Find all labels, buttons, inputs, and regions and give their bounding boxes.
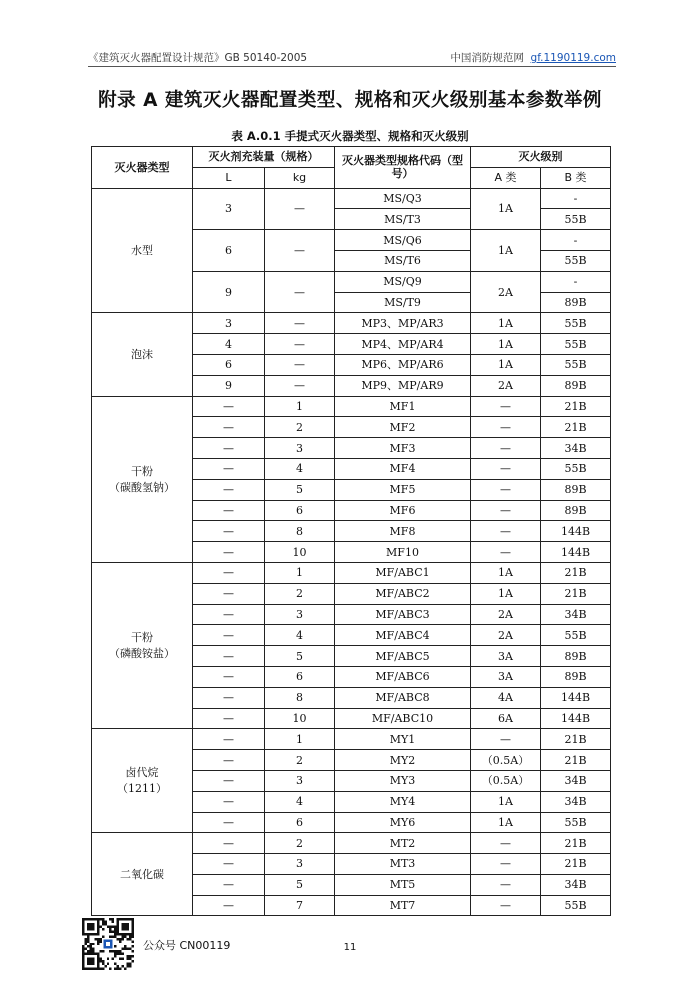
charge-l-cell: 6 xyxy=(193,354,265,375)
code-cell: MS/Q3 xyxy=(335,188,471,209)
charge-kg-cell: 6 xyxy=(265,500,335,521)
charge-l-cell: — xyxy=(193,708,265,729)
code-cell: MS/Q9 xyxy=(335,271,471,292)
type-name: 泡沫 xyxy=(131,347,153,361)
rating-a-cell: 3A xyxy=(471,666,541,687)
charge-l-cell: — xyxy=(193,750,265,771)
charge-kg-cell: 5 xyxy=(265,479,335,500)
charge-kg-cell: 3 xyxy=(265,854,335,875)
rating-a-cell: 1A xyxy=(471,562,541,583)
charge-kg-cell: 3 xyxy=(265,770,335,791)
charge-l-cell: — xyxy=(193,874,265,895)
rating-a-cell: 1A xyxy=(471,791,541,812)
rating-b-cell: - xyxy=(541,230,611,251)
charge-l-cell: — xyxy=(193,479,265,500)
charge-l-cell: 4 xyxy=(193,334,265,355)
charge-l-cell: — xyxy=(193,729,265,750)
charge-kg-cell: 10 xyxy=(265,542,335,563)
rating-b-cell: 21B xyxy=(541,833,611,854)
code-cell: MF6 xyxy=(335,500,471,521)
rating-a-cell: — xyxy=(471,542,541,563)
rating-b-cell: - xyxy=(541,271,611,292)
charge-l-cell: — xyxy=(193,500,265,521)
code-cell: MT7 xyxy=(335,895,471,916)
page-title: 附录 A 建筑灭火器配置类型、规格和灭火级别基本参数举例 xyxy=(98,90,602,111)
charge-l-cell: — xyxy=(193,583,265,604)
rating-b-cell: 34B xyxy=(541,438,611,459)
charge-l-cell: 9 xyxy=(193,375,265,396)
code-cell: MT2 xyxy=(335,833,471,854)
rating-a-cell: （0.5A） xyxy=(471,770,541,791)
rating-a-cell: — xyxy=(471,729,541,750)
charge-l-cell: — xyxy=(193,646,265,667)
charge-kg-cell: 4 xyxy=(265,791,335,812)
code-cell: MY4 xyxy=(335,791,471,812)
code-cell: MF/ABC4 xyxy=(335,625,471,646)
extinguisher-table xyxy=(91,146,611,916)
code-cell: MF/ABC5 xyxy=(335,646,471,667)
rating-b-cell: 144B xyxy=(541,687,611,708)
rating-b-cell: 89B xyxy=(541,292,611,313)
header-site xyxy=(450,50,616,65)
charge-kg-cell: — xyxy=(265,271,335,313)
header-site-name: 中国消防规范网 xyxy=(450,52,524,64)
rating-b-cell: 21B xyxy=(541,854,611,875)
page-number: 11 xyxy=(343,942,357,953)
code-cell: MF2 xyxy=(335,417,471,438)
charge-kg-cell: 2 xyxy=(265,417,335,438)
type-cell xyxy=(92,313,193,396)
rating-b-cell: 89B xyxy=(541,500,611,521)
charge-l-cell: — xyxy=(193,562,265,583)
rating-b-cell: 21B xyxy=(541,417,611,438)
header-code: 灭火器类型规格代码（型号） xyxy=(335,147,471,189)
rating-b-cell: 34B xyxy=(541,770,611,791)
rating-a-cell: — xyxy=(471,438,541,459)
code-cell: MF/ABC10 xyxy=(335,708,471,729)
rating-b-cell: 34B xyxy=(541,604,611,625)
rating-b-cell: 55B xyxy=(541,895,611,916)
table-row xyxy=(92,313,611,334)
code-cell: MF8 xyxy=(335,521,471,542)
rating-b-cell: 34B xyxy=(541,874,611,895)
rating-b-cell: 21B xyxy=(541,583,611,604)
rating-a-cell: 1A xyxy=(471,188,541,230)
rating-b-cell: 55B xyxy=(541,250,611,271)
header-type: 灭火器类型 xyxy=(92,147,193,189)
code-cell: MF5 xyxy=(335,479,471,500)
code-cell: MS/T9 xyxy=(335,292,471,313)
charge-kg-cell: — xyxy=(265,230,335,272)
charge-kg-cell: 4 xyxy=(265,458,335,479)
charge-l-cell: — xyxy=(193,854,265,875)
charge-kg-cell: 10 xyxy=(265,708,335,729)
code-cell: MY2 xyxy=(335,750,471,771)
charge-kg-cell: 4 xyxy=(265,625,335,646)
type-subname: （1211） xyxy=(117,782,167,796)
code-cell: MF/ABC3 xyxy=(335,604,471,625)
header-a: A 类 xyxy=(471,167,541,188)
rating-b-cell: 55B xyxy=(541,313,611,334)
charge-l-cell: — xyxy=(193,396,265,417)
rating-a-cell: — xyxy=(471,833,541,854)
charge-kg-cell: 3 xyxy=(265,604,335,625)
code-cell: MS/T3 xyxy=(335,209,471,230)
code-cell: MF1 xyxy=(335,396,471,417)
charge-l-cell: 3 xyxy=(193,188,265,230)
charge-l-cell: — xyxy=(193,770,265,791)
footer-account: 公众号 CN00119 xyxy=(143,939,231,952)
charge-l-cell: 6 xyxy=(193,230,265,272)
charge-l-cell: — xyxy=(193,895,265,916)
code-cell: MS/Q6 xyxy=(335,230,471,251)
charge-l-cell: — xyxy=(193,833,265,854)
rating-b-cell: 21B xyxy=(541,750,611,771)
charge-l-cell: — xyxy=(193,458,265,479)
charge-kg-cell: 1 xyxy=(265,396,335,417)
rating-b-cell: 55B xyxy=(541,334,611,355)
rating-a-cell: 1A xyxy=(471,812,541,833)
header-b: B 类 xyxy=(541,167,611,188)
code-cell: MF3 xyxy=(335,438,471,459)
code-cell: MF4 xyxy=(335,458,471,479)
charge-kg-cell: 6 xyxy=(265,812,335,833)
type-name: 干粉 xyxy=(131,464,153,478)
charge-kg-cell: 8 xyxy=(265,521,335,542)
type-cell xyxy=(92,562,193,728)
rating-b-cell: 55B xyxy=(541,354,611,375)
code-cell: MP3、MP/AR3 xyxy=(335,313,471,334)
rating-b-cell: 55B xyxy=(541,625,611,646)
header-kg: kg xyxy=(265,167,335,188)
charge-kg-cell: 2 xyxy=(265,583,335,604)
rating-a-cell: （0.5A） xyxy=(471,750,541,771)
rating-b-cell: 144B xyxy=(541,521,611,542)
charge-l-cell: 3 xyxy=(193,313,265,334)
rating-b-cell: 21B xyxy=(541,729,611,750)
rating-b-cell: 144B xyxy=(541,542,611,563)
code-cell: MT5 xyxy=(335,874,471,895)
type-cell xyxy=(92,833,193,916)
code-cell: MF/ABC2 xyxy=(335,583,471,604)
rating-a-cell: 1A xyxy=(471,334,541,355)
rating-b-cell: 21B xyxy=(541,562,611,583)
charge-l-cell: — xyxy=(193,604,265,625)
code-cell: MS/T6 xyxy=(335,250,471,271)
type-name: 二氧化碳 xyxy=(120,867,164,881)
rating-b-cell: 144B xyxy=(541,708,611,729)
rating-a-cell: 1A xyxy=(471,354,541,375)
table-row xyxy=(92,833,611,854)
charge-kg-cell: 5 xyxy=(265,646,335,667)
code-cell: MF10 xyxy=(335,542,471,563)
type-subname: （碳酸氢钠） xyxy=(109,480,175,494)
header-l: L xyxy=(193,167,265,188)
rating-b-cell: - xyxy=(541,188,611,209)
code-cell: MT3 xyxy=(335,854,471,875)
charge-kg-cell: 7 xyxy=(265,895,335,916)
charge-kg-cell: — xyxy=(265,313,335,334)
header-rating: 灭火级别 xyxy=(471,147,611,168)
table-row xyxy=(92,396,611,417)
type-cell xyxy=(92,729,193,833)
table-row xyxy=(92,562,611,583)
header-document-title: 《建筑灭火器配置设计规范》GB 50140-2005 xyxy=(88,52,308,64)
header-charge: 灭火剂充装量（规格） xyxy=(193,147,335,168)
rating-a-cell: 2A xyxy=(471,271,541,313)
table-row xyxy=(92,729,611,750)
rating-a-cell: 4A xyxy=(471,687,541,708)
rating-a-cell: 3A xyxy=(471,646,541,667)
charge-kg-cell: 2 xyxy=(265,750,335,771)
table-caption: 表 A.0.1 手提式灭火器类型、规格和灭火级别 xyxy=(231,129,469,143)
type-name: 卤代烷 xyxy=(125,766,159,780)
charge-kg-cell: 2 xyxy=(265,833,335,854)
rating-a-cell: 1A xyxy=(471,230,541,272)
rating-b-cell: 89B xyxy=(541,646,611,667)
type-subname: （磷酸铵盐） xyxy=(109,647,175,661)
rating-a-cell: 1A xyxy=(471,313,541,334)
charge-l-cell: — xyxy=(193,687,265,708)
charge-kg-cell: — xyxy=(265,354,335,375)
rating-a-cell: — xyxy=(471,500,541,521)
rating-a-cell: — xyxy=(471,396,541,417)
charge-l-cell: — xyxy=(193,625,265,646)
code-cell: MP4、MP/AR4 xyxy=(335,334,471,355)
charge-kg-cell: 5 xyxy=(265,874,335,895)
table-row xyxy=(92,188,611,209)
rating-a-cell: — xyxy=(471,854,541,875)
rating-a-cell: — xyxy=(471,458,541,479)
rating-b-cell: 55B xyxy=(541,458,611,479)
rating-a-cell: — xyxy=(471,521,541,542)
rating-a-cell: — xyxy=(471,895,541,916)
code-cell: MY3 xyxy=(335,770,471,791)
rating-b-cell: 55B xyxy=(541,812,611,833)
code-cell: MY6 xyxy=(335,812,471,833)
charge-kg-cell: 3 xyxy=(265,438,335,459)
header-site-link[interactable]: gf.1190119.com xyxy=(530,52,616,64)
rating-b-cell: 89B xyxy=(541,375,611,396)
charge-l-cell: — xyxy=(193,417,265,438)
charge-l-cell: — xyxy=(193,666,265,687)
charge-kg-cell: 8 xyxy=(265,687,335,708)
rating-a-cell: — xyxy=(471,874,541,895)
charge-l-cell: 9 xyxy=(193,271,265,313)
rating-b-cell: 34B xyxy=(541,791,611,812)
rating-a-cell: 1A xyxy=(471,583,541,604)
code-cell: MF/ABC8 xyxy=(335,687,471,708)
rating-a-cell: — xyxy=(471,417,541,438)
charge-kg-cell: 6 xyxy=(265,666,335,687)
type-name: 干粉 xyxy=(131,631,153,645)
code-cell: MF/ABC6 xyxy=(335,666,471,687)
type-cell: 水型 xyxy=(92,188,193,313)
rating-b-cell: 21B xyxy=(541,396,611,417)
rating-b-cell: 89B xyxy=(541,479,611,500)
charge-l-cell: — xyxy=(193,438,265,459)
code-cell: MP6、MP/AR6 xyxy=(335,354,471,375)
charge-l-cell: — xyxy=(193,542,265,563)
rating-a-cell: 2A xyxy=(471,604,541,625)
charge-kg-cell: — xyxy=(265,188,335,230)
charge-kg-cell: 1 xyxy=(265,562,335,583)
charge-kg-cell: — xyxy=(265,375,335,396)
rating-a-cell: 2A xyxy=(471,625,541,646)
type-cell xyxy=(92,396,193,562)
rating-b-cell: 55B xyxy=(541,209,611,230)
rating-a-cell: 6A xyxy=(471,708,541,729)
code-cell: MP9、MP/AR9 xyxy=(335,375,471,396)
charge-kg-cell: 1 xyxy=(265,729,335,750)
charge-l-cell: — xyxy=(193,791,265,812)
code-cell: MF/ABC1 xyxy=(335,562,471,583)
charge-l-cell: — xyxy=(193,812,265,833)
rating-b-cell: 89B xyxy=(541,666,611,687)
rating-a-cell: — xyxy=(471,479,541,500)
running-header xyxy=(88,50,616,67)
charge-l-cell: — xyxy=(193,521,265,542)
rating-a-cell: 2A xyxy=(471,375,541,396)
code-cell: MY1 xyxy=(335,729,471,750)
charge-kg-cell: — xyxy=(265,334,335,355)
